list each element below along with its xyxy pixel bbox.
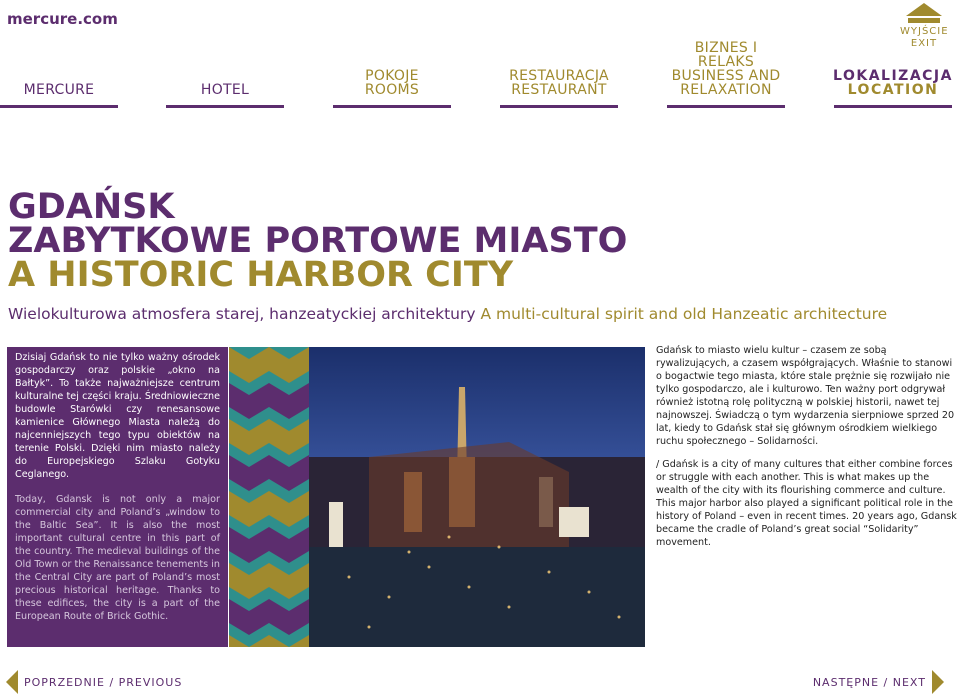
description-en: / Gdańsk is a city of many cultures that either combine forces or struggle with each another. This is what makes up the wealth of the city with its flourishing commerce and culture. This major harbor also played a significant political role in the history of Poland – even in recent times. 20 years ago, Gdansk became the cradle of Poland’s great social “Solidarity” movement. xyxy=(656,459,957,548)
subtitle-en: A multi-cultural spirit and old Hanzeatic architecture xyxy=(480,305,888,323)
left-triangle-icon xyxy=(6,670,18,694)
intro-text-en: Today, Gdansk is not only a major commercial city and Poland’s „window to the Baltic Sea”. It is also the most important cultural centre in this part of the country. The medieval buildings of the Old Town or the Renaissance tenements in the Central City are part of Poland’s most precious historical heritage. Thanks to these edifices, the city is a part of the European Route of Brick Gothic. xyxy=(15,494,220,622)
next-label: NASTĘPNE / NEXT xyxy=(812,675,926,689)
nav-label-pl: LOKALIZACJA xyxy=(833,68,953,84)
nav-item-hotel[interactable] xyxy=(166,62,284,108)
site-name[interactable]: mercure.com xyxy=(7,10,118,28)
intro-panel xyxy=(7,347,228,647)
nav-label-en: LOCATION xyxy=(847,82,939,98)
previous-button[interactable] xyxy=(6,670,188,694)
nav-item-mercure[interactable] xyxy=(0,62,118,108)
right-description xyxy=(656,344,958,549)
nav-label-en: RESTAURANT xyxy=(511,82,607,98)
nav-label-pl: BIZNES I RELAKS xyxy=(694,40,758,70)
next-button[interactable] xyxy=(807,670,944,694)
decorative-pattern xyxy=(229,347,309,647)
exit-button[interactable] xyxy=(900,2,948,50)
nav-label-en: ROOMS xyxy=(364,82,420,98)
nav-item-location[interactable] xyxy=(834,62,952,108)
nav-item-business[interactable] xyxy=(667,40,785,108)
page-title xyxy=(8,187,628,295)
page-subtitle xyxy=(8,305,887,323)
exit-label-pl: WYJŚCIE xyxy=(900,26,949,37)
nav-item-restaurant[interactable] xyxy=(500,62,618,108)
nav-label: HOTEL xyxy=(200,82,250,98)
nav-label-en: BUSINESS AND RELAXATION xyxy=(671,68,781,98)
intro-text-pl: Dzisiaj Gdańsk to nie tylko ważny ośrodek gospodarczy oraz polskie „okno na Bałtyk”. To także najważniejsze centrum kulturalne tej części kraju. Średniowieczne budowle Starówki czy renesansowe kamienice Głównego Miasta należą do najcenniejszych tego typu obiektów na terenie Polski. Dzięki nim miasto należy do Europejskiego Szlaku Gotyku Ceglanego. xyxy=(15,352,220,480)
subtitle-pl: Wielokulturowa atmosfera starej, hanzeatyckiej architektury xyxy=(8,305,476,323)
previous-label: POPRZEDNIE / PREVIOUS xyxy=(24,675,183,689)
title-line-1: GDAŃSK xyxy=(8,187,175,227)
title-line-3: A HISTORIC HARBOR CITY xyxy=(8,255,514,295)
description-pl: Gdańsk to miasto wielu kultur – czasem ze sobą rywalizujących, a czasem współgrających. Właśnie to stanowi o bogactwie tego miasta, które stale prężnie się rozwijało nie tylko gospodarczo, ale i kulturowo. Ten ważny port odgrywał również istotną rolę polityczną w polskiej historii, nawet tej najnowszej. Świadczą o tym wydarzenia sierpniowe sprzed 20 lat, kiedy to Gdańsk stał się głównym ośrodkiem wielkiego ruchu społecznego – Solidarności. xyxy=(656,345,955,447)
nav-label: MERCURE xyxy=(23,82,95,98)
nav-label-pl: RESTAURACJA xyxy=(509,68,609,84)
nav-item-rooms[interactable] xyxy=(333,62,451,108)
title-line-2: ZABYTKOWE PORTOWE MIASTO xyxy=(8,221,628,261)
house-roof-icon xyxy=(904,2,944,26)
gdansk-night-photo xyxy=(309,347,645,647)
right-triangle-icon xyxy=(932,670,944,694)
exit-label-en: EXIT xyxy=(910,38,938,49)
nav-label-pl: POKOJE xyxy=(365,68,419,84)
